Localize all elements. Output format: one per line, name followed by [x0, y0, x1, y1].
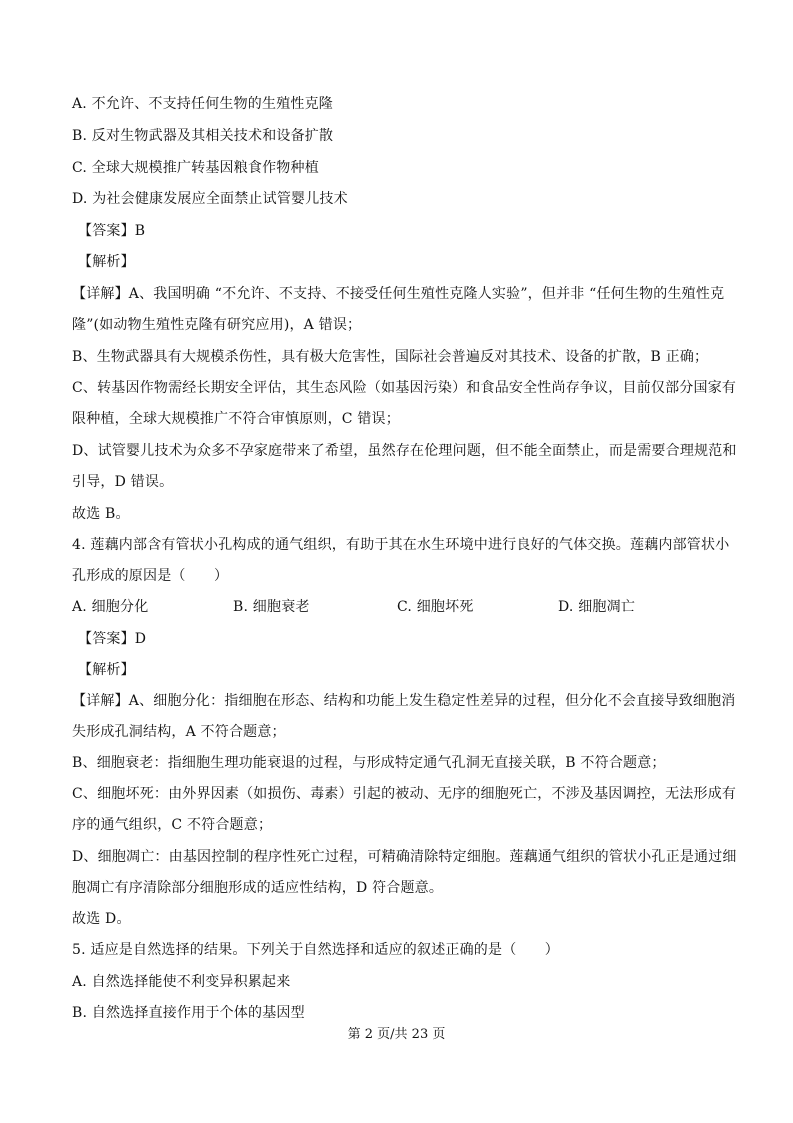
q3-detail-line: C、转基因作物需经长期安全评估，其生态风险（如基因污染）和食品安全性尚存争议，目前仅部分国家有: [72, 380, 737, 396]
q4-conclusion: 故选 D。: [72, 911, 131, 927]
q4-analysis-label: 【解析】: [78, 662, 135, 678]
q4-detail-line: 胞凋亡有序清除部分细胞形成的适应性结构，D 符合题意。: [72, 880, 444, 896]
q4-detail-line: B、细胞衰老：指细胞生理功能衰退的过程，与形成特定通气孔洞无直接关联，B 不符合题意；: [72, 755, 666, 771]
q4-detail-line: C、细胞坏死：由外界因素（如损伤、毒素）引起的被动、无序的细胞死亡，不涉及基因调控，无法形成有: [72, 786, 737, 802]
q3-answer: 【答案】B: [78, 223, 146, 239]
q3-detail-line: 【详解】A、我国明确 “不允许、不支持、不接受任何生殖性克隆人实验”，但并非 “任何生物的生殖性克: [72, 286, 725, 302]
page-footer: 第 2 页/共 23 页: [347, 1027, 446, 1042]
q3-analysis-label: 【解析】: [78, 254, 135, 270]
q4-option-a: A. 细胞分化: [72, 599, 149, 615]
q3-option-a: A. 不允许、不支持任何生物的生殖性克隆: [72, 96, 334, 112]
q4-option-d: D. 细胞凋亡: [558, 599, 636, 615]
q5-stem: 5. 适应是自然选择的结果。下列关于自然选择和适应的叙述正确的是（ ）: [72, 942, 560, 958]
q3-detail-line: B、生物武器具有大规模杀伤性，具有极大危害性，国际社会普遍反对其技术、设备的扩散，B 正确；: [72, 349, 709, 365]
q4-option-c: C. 细胞坏死: [397, 599, 474, 615]
q4-stem-line: 孔形成的原因是（ ）: [72, 568, 229, 584]
q5-option-a: A. 自然选择能使不利变异积累起来: [72, 974, 291, 990]
q3-option-c: C. 全球大规模推广转基因粮食作物种植: [72, 160, 319, 176]
q3-option-d: D. 为社会健康发展应全面禁止试管婴儿技术: [72, 191, 348, 207]
q3-detail-line: 隆”(如动物生殖性克隆有研究应用)，A 错误；: [72, 317, 362, 333]
q3-detail-line: 引导，D 错误。: [72, 474, 174, 490]
q3-detail-line: 限种植，全球大规模推广不符合审慎原则，C 错误；: [72, 411, 400, 427]
q5-option-b: B. 自然选择直接作用于个体的基因型: [72, 1005, 305, 1021]
q3-option-b: B. 反对生物武器及其相关技术和设备扩散: [72, 128, 334, 144]
q4-detail-line: 【详解】A、细胞分化：指细胞在形态、结构和功能上发生稳定性差异的过程，但分化不会直接导致细胞消: [72, 693, 736, 709]
q3-conclusion: 故选 B。: [72, 506, 130, 522]
q4-answer: 【答案】D: [78, 631, 147, 647]
q4-detail-line: D、细胞凋亡：由基因控制的程序性死亡过程，可精确清除特定细胞。莲藕通气组织的管状小孔正是通过细: [72, 849, 737, 865]
q4-options-row: [72, 598, 712, 616]
q4-option-b: B. 细胞衰老: [233, 599, 310, 615]
q4-detail-line: 序的通气组织，C 不符合题意；: [72, 817, 273, 833]
q4-stem-line: 4. 莲藕内部含有管状小孔构成的通气组织，有助于其在水生环境中进行良好的气体交换。莲藕内部管状小: [72, 537, 730, 553]
q4-detail-line: 失形成孔洞结构，A 不符合题意；: [72, 724, 286, 740]
q3-detail-line: D、试管婴儿技术为众多不孕家庭带来了希望，虽然存在伦理问题，但不能全面禁止，而是需要合理规范和: [72, 443, 737, 459]
